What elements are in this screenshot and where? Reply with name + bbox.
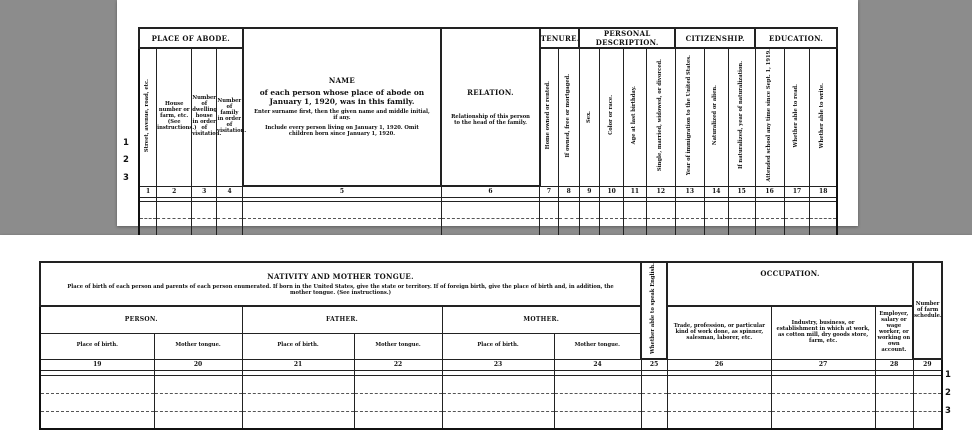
column-number: 15 xyxy=(728,186,755,197)
column-number: 2 xyxy=(157,186,192,197)
column-number: 26 xyxy=(667,359,771,370)
column-number: 9 xyxy=(579,186,600,197)
age-column-header: Age at last birthday. xyxy=(624,48,647,186)
row-number-label: 2 xyxy=(123,155,129,165)
column-number: 6 xyxy=(441,186,539,197)
relation-header xyxy=(441,28,539,186)
street-column-header: Street, avenue, road, etc. xyxy=(139,48,157,186)
column-number: 25 xyxy=(641,359,667,370)
citizenship-header: CITIZENSHIP. xyxy=(675,28,755,48)
occupation-header: OCCUPATION. xyxy=(667,262,913,306)
row-number-label: 3 xyxy=(123,173,129,183)
industry-column-header: Industry, business, or establishment in which at work, as cotton mill, dry goods store, farm, etc. xyxy=(771,306,875,359)
education-header: EDUCATION. xyxy=(755,28,837,48)
bottom-census-table xyxy=(39,261,943,430)
person-birthplace-column-header: Place of birth. xyxy=(40,333,154,359)
census-form-bottom-sheet xyxy=(0,235,972,438)
house-number-column-header: House number or farm, etc. (See instructions.) xyxy=(157,48,192,186)
color-race-column-header: Color or race. xyxy=(600,48,624,186)
nativity-description: Place of birth of each person and parents of each person enumerated. If born in the United States, give the state or territory. If of foreign birth, give the place of birth and, in addition, the mother tongue. (See instructions.) xyxy=(67,283,614,296)
speak-english-column-header: Whether able to speak English. xyxy=(641,262,667,359)
mother-birthplace-column-header: Place of birth. xyxy=(442,333,554,359)
column-number: 10 xyxy=(600,186,624,197)
attended-school-column-header: Attended school any time since Sept. 1, 1919. xyxy=(755,48,784,186)
column-number: 18 xyxy=(810,186,837,197)
column-number: 27 xyxy=(771,359,875,370)
column-number: 16 xyxy=(755,186,784,197)
trade-profession-column-header: Trade, profession, or particular kind of work done, as spinner, salesman, laborer, etc. xyxy=(667,306,771,359)
person-header: PERSON. xyxy=(40,306,242,333)
tenure-header: TENURE. xyxy=(540,28,579,48)
column-number: 19 xyxy=(40,359,154,370)
able-to-write-column-header: Whether able to write. xyxy=(810,48,837,186)
row-number-label: 1 xyxy=(945,370,951,380)
name-header xyxy=(243,28,442,186)
family-number-column-header: Number of family in order of visitation. xyxy=(217,48,243,186)
entry-row[interactable] xyxy=(139,201,837,218)
column-number: 20 xyxy=(154,359,242,370)
entry-row[interactable] xyxy=(40,411,942,429)
column-number: 28 xyxy=(875,359,913,370)
father-mother-tongue-column-header: Mother tongue. xyxy=(354,333,442,359)
nativity-title: NATIVITY AND MOTHER TONGUE. xyxy=(267,271,414,281)
father-header: FATHER. xyxy=(242,306,442,333)
farm-schedule-column-header: Number of farm schedule. xyxy=(913,262,942,359)
nativity-header xyxy=(40,262,641,306)
column-number: 1 xyxy=(139,186,157,197)
name-description: of each person whose place of abode on January 1, 1920, was in this family. xyxy=(259,87,425,107)
personal-description-header: PERSONAL DESCRIPTION. xyxy=(579,28,675,48)
name-instruction-1: Enter surname first, then the given name and middle initial, if any. xyxy=(254,109,430,122)
row-number-label: 1 xyxy=(123,138,129,148)
column-number: 7 xyxy=(540,186,559,197)
row-number-label: 2 xyxy=(945,388,951,398)
column-number: 12 xyxy=(646,186,675,197)
naturalized-column-header: Naturalized or alien. xyxy=(704,48,728,186)
name-instruction-2: Include every person living on January 1, 1920. Omit children born since January 1, 1920. xyxy=(265,125,419,138)
column-number: 17 xyxy=(784,186,810,197)
home-owned-column-header: Home owned or rented. xyxy=(540,48,559,186)
marital-status-column-header: Single, married, widowed, or divorced. xyxy=(646,48,675,186)
column-number: 24 xyxy=(554,359,641,370)
column-number: 22 xyxy=(354,359,442,370)
column-number: 8 xyxy=(558,186,579,197)
name-title: NAME xyxy=(328,75,355,85)
mother-mother-tongue-column-header: Mother tongue. xyxy=(554,333,641,359)
census-form-top-sheet xyxy=(117,0,858,226)
naturalization-year-column-header: If naturalized, year of naturalization. xyxy=(728,48,755,186)
able-to-read-column-header: Whether able to read. xyxy=(784,48,810,186)
top-census-table xyxy=(138,27,838,253)
row-number-label: 3 xyxy=(945,406,951,416)
column-number: 29 xyxy=(913,359,942,370)
immigration-year-column-header: Year of immigration to the United States. xyxy=(675,48,704,186)
relation-description: Relationship of this person to the head of the family. xyxy=(451,113,530,126)
sex-column-header: Sex. xyxy=(579,48,600,186)
column-number-row xyxy=(40,359,942,370)
place-of-abode-header: PLACE OF ABODE. xyxy=(139,28,243,48)
column-number: 11 xyxy=(624,186,647,197)
entry-row[interactable] xyxy=(139,218,837,235)
column-number: 4 xyxy=(217,186,243,197)
entry-row[interactable] xyxy=(40,393,942,411)
column-number: 21 xyxy=(242,359,354,370)
entry-row[interactable] xyxy=(40,375,942,393)
employer-status-column-header: Employer, salary or wage worker, or working on own account. xyxy=(875,306,913,359)
column-number: 23 xyxy=(442,359,554,370)
column-number: 13 xyxy=(675,186,704,197)
column-number: 3 xyxy=(192,186,217,197)
column-number: 5 xyxy=(243,186,442,197)
column-number-row xyxy=(139,186,837,197)
relation-title: RELATION. xyxy=(467,87,514,97)
free-mortgaged-column-header: If owned, free or mortgaged. xyxy=(558,48,579,186)
dwelling-number-column-header: Number of dwelling house in order of visitation. xyxy=(192,48,217,186)
mother-header: MOTHER. xyxy=(442,306,641,333)
person-mother-tongue-column-header: Mother tongue. xyxy=(154,333,242,359)
father-birthplace-column-header: Place of birth. xyxy=(242,333,354,359)
column-number: 14 xyxy=(704,186,728,197)
